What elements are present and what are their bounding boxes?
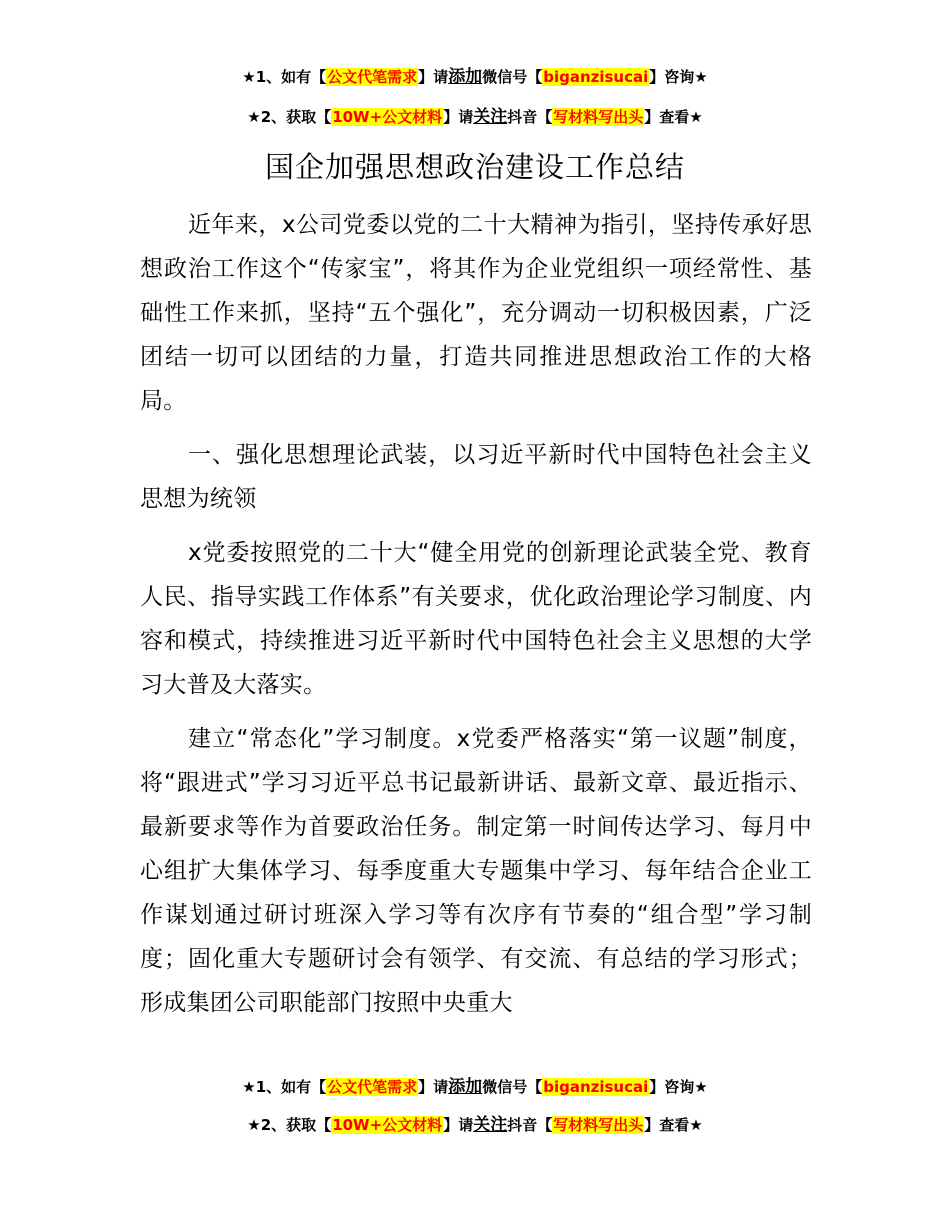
- promo-text: 抖音【: [507, 108, 553, 126]
- promo-highlight-service: 公文代笔需求: [327, 1078, 418, 1096]
- promo-highlight-materials: 10W+公文材料: [332, 1116, 443, 1134]
- paragraph-section-1-overview: x党委按照党的二十大“健全用党的创新理论武装全党、教育人民、指导实践工作体系”有关要求，优化政治理论学习制度、内容和模式，持续推进习近平新时代中国特色社会主义思想的大学习大普及大落实。: [140, 540, 812, 698]
- header-promo-line-2: [0, 106, 950, 128]
- paragraph-learning-system: 建立“常态化”学习制度。x党委严格落实“第一议题”制度，将“跟进式”学习习近平总书记最新讲话、最新文章、最近指示、最新要求等作为首要政治任务。制定第一时间传达学习、每月中心组扩大集体学习、每季度重大专题集中学习、每年结合企业工作谋划通过研讨班深入学习等有次序有节奏的“组合型”学习制度；固化重大专题研讨会有领学、有交流、有总结的学习形式；形成集团公司职能部门按照中央重大: [140, 726, 812, 1016]
- promo-suffix: 】咨询★: [649, 1078, 708, 1096]
- promo-suffix: 】咨询★: [649, 68, 708, 86]
- promo-highlight-service: 公文代笔需求: [327, 68, 418, 86]
- section-heading-1: 一、强化思想理论武装，以习近平新时代中国特色社会主义思想为统领: [140, 442, 812, 512]
- promo-suffix: 】查看★: [644, 108, 703, 126]
- promo-text: 】请: [418, 68, 449, 86]
- promo-prefix: ★2、获取【: [247, 108, 332, 126]
- promo-text: 抖音【: [507, 1116, 553, 1134]
- footer-promo-line-1: [0, 1076, 950, 1098]
- promo-text: 微信号【: [482, 1078, 543, 1096]
- promo-underline-add: 添加: [448, 1077, 483, 1097]
- header-promo-line-1: [0, 66, 950, 88]
- promo-underline-add: 添加: [448, 67, 483, 87]
- footer-promo-line-2: [0, 1114, 950, 1136]
- paragraph-intro: 近年来，x公司党委以党的二十大精神为指引，坚持传承好思想政治工作这个“传家宝”，将其作为企业党组织一项经常性、基础性工作来抓，坚持“五个强化”，充分调动一切积极因素，广泛团结一切可以团结的力量，打造共同推进思想政治工作的大格局。: [140, 212, 812, 414]
- promo-highlight-materials: 10W+公文材料: [332, 108, 443, 126]
- promo-highlight-douyin-account: 写材料写出头: [553, 108, 644, 126]
- promo-highlight-douyin-account: 写材料写出头: [553, 1116, 644, 1134]
- promo-text: 】请: [443, 1116, 474, 1134]
- promo-text: 】请: [418, 1078, 449, 1096]
- promo-underline-follow: 关注: [473, 1115, 508, 1135]
- promo-prefix: ★2、获取【: [247, 1116, 332, 1134]
- promo-prefix: ★1、如有【: [242, 68, 327, 86]
- promo-text: 】请: [443, 108, 474, 126]
- promo-underline-follow: 关注: [473, 107, 508, 127]
- promo-prefix: ★1、如有【: [242, 1078, 327, 1096]
- document-title: 国企加强思想政治建设工作总结: [264, 150, 685, 184]
- document-body: [140, 203, 812, 1035]
- promo-highlight-wechat-id: biganzisucai: [543, 1078, 649, 1096]
- promo-suffix: 】查看★: [644, 1116, 703, 1134]
- promo-text: 微信号【: [482, 68, 543, 86]
- promo-highlight-wechat-id: biganzisucai: [543, 68, 649, 86]
